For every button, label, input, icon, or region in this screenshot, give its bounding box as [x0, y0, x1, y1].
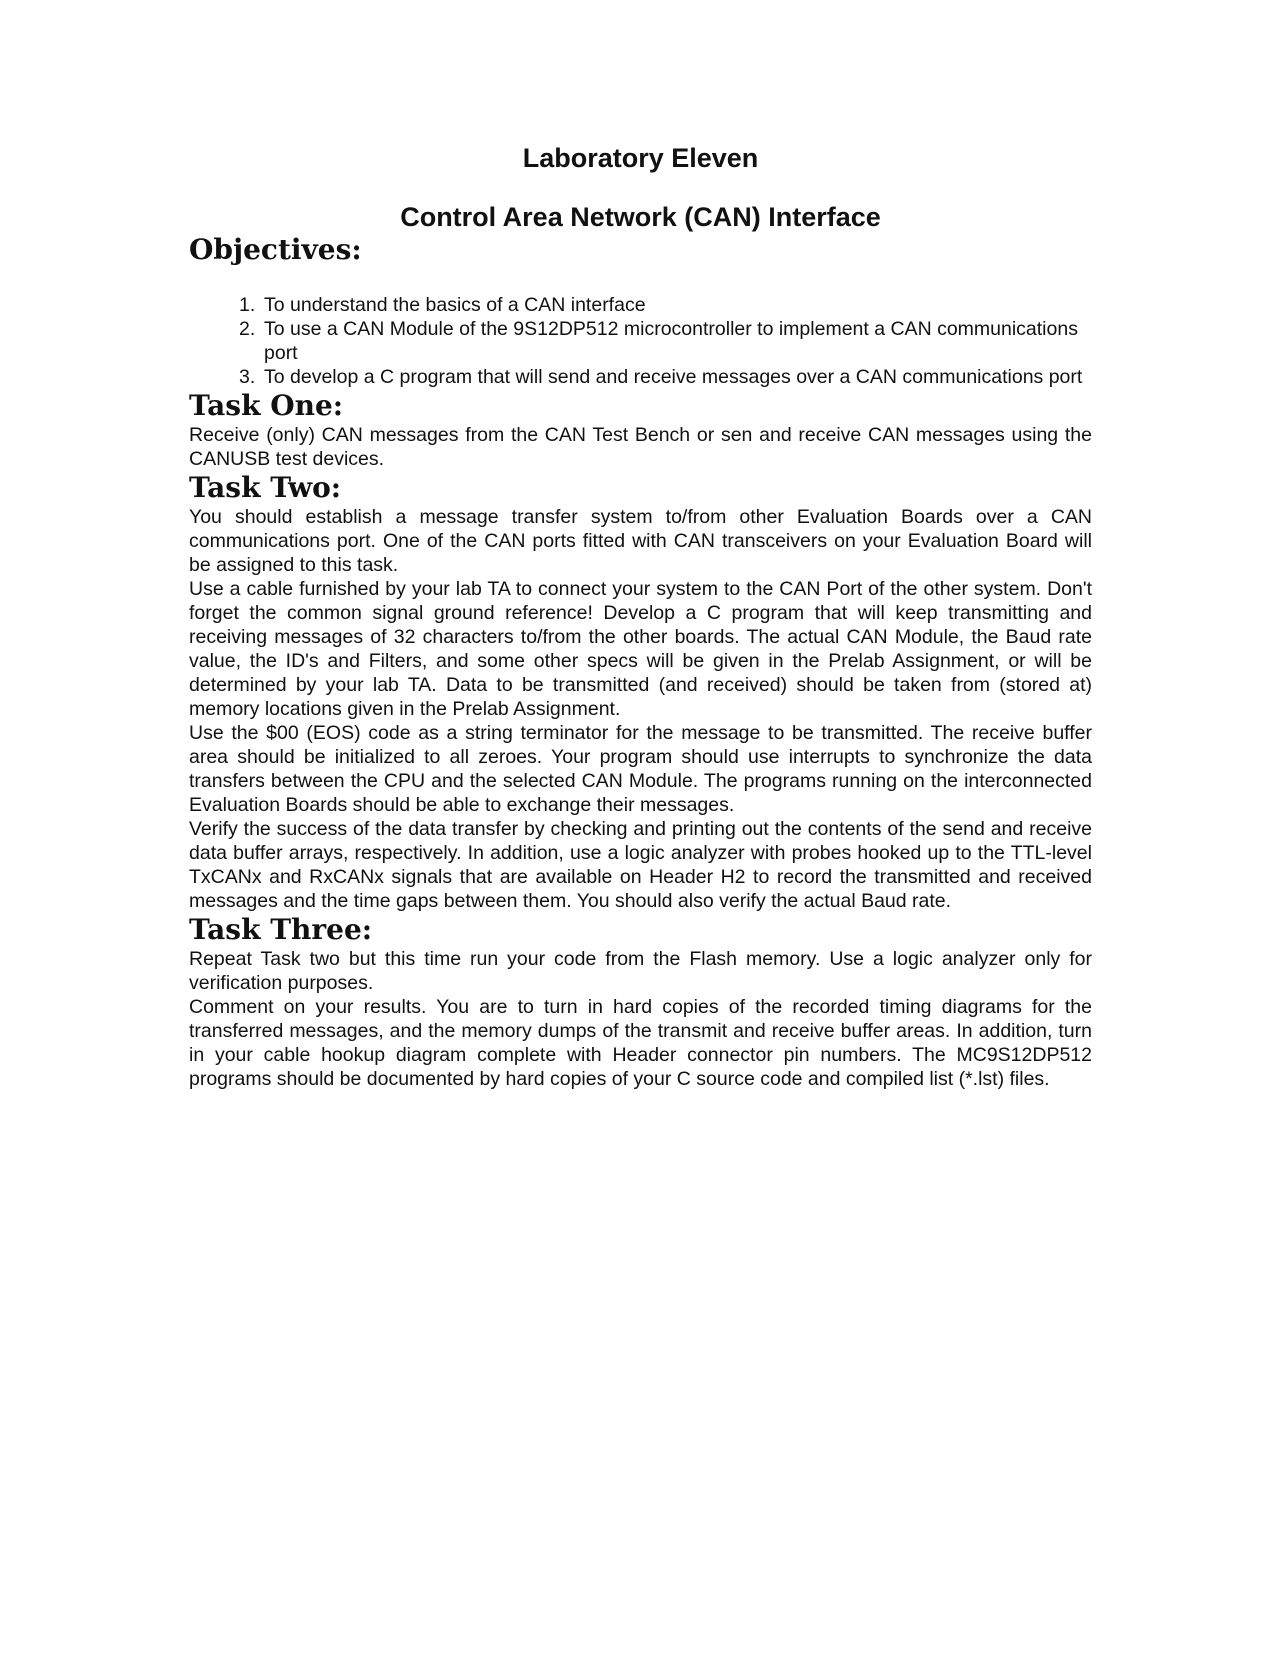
task-one-paragraph: Receive (only) CAN messages from the CAN Test Bench or sen and receive CAN messages using the CANUSB test devices.	[189, 424, 1092, 470]
list-text: To develop a C program that will send and receive messages over a CAN communications port	[264, 366, 1083, 388]
list-item	[189, 293, 1092, 317]
task-three-paragraph: Comment on your results. You are to turn in hard copies of the recorded timing diagrams for the transferred messages, and the memory dumps of the transmit and receive buffer areas. In addition, turn in your cable hookup diagram complete with Header connector pin numbers. The MC9S12DP512 programs should be documented by hard copies of your C source code and compiled list (*.lst) files.	[189, 996, 1092, 1090]
list-text: To use a CAN Module of the 9S12DP512 microcontroller to implement a CAN communications port	[264, 318, 1078, 364]
list-number: 2.	[239, 318, 256, 340]
objectives-heading: Objectives:	[189, 233, 362, 266]
task-three-paragraph: Repeat Task two but this time run your code from the Flash memory. Use a logic analyzer only for verification purposes.	[189, 948, 1092, 994]
document-page	[189, 142, 1092, 1091]
task-one-heading: Task One:	[189, 389, 344, 422]
task-three-heading: Task Three:	[189, 913, 373, 946]
list-number: 3.	[239, 366, 256, 388]
list-number: 1.	[239, 294, 256, 316]
task-two-paragraph: Verify the success of the data transfer by checking and printing out the contents of the send and receive data buffer arrays, respectively. In addition, use a logic analyzer with probes hooked up to the TTL-level TxCANx and RxCANx signals that are available on Header H2 to record the transmitted and received messages and the time gaps between them. You should also verify the actual Baud rate.	[189, 818, 1092, 912]
task-two-heading: Task Two:	[189, 471, 342, 504]
list-text: To understand the basics of a CAN interface	[264, 294, 646, 316]
list-item	[189, 365, 1092, 389]
task-two-paragraph: Use the $00 (EOS) code as a string terminator for the message to be transmitted. The receive buffer area should be initialized to all zeroes. Your program should use interrupts to synchronize the data transfers between the CPU and the selected CAN Module. The programs running on the interconnected Evaluation Boards should be able to exchange their messages.	[189, 722, 1092, 816]
objectives-list	[189, 293, 1092, 389]
document-title: Laboratory Eleven	[522, 143, 759, 173]
task-two-paragraph: You should establish a message transfer system to/from other Evaluation Boards over a CAN communications port. One of the CAN ports fitted with CAN transceivers on your Evaluation Board will be assigned to this task.	[189, 506, 1092, 576]
list-item	[189, 317, 1092, 365]
task-two-paragraph: Use a cable furnished by your lab TA to connect your system to the CAN Port of the other system. Don't forget the common signal ground reference! Develop a C program that will keep transmitting and receiving messages of 32 characters to/from the other boards. The actual CAN Module, the Baud rate value, the ID's and Filters, and some other specs will be given in the Prelab Assignment, or will be determined by your lab TA. Data to be transmitted (and received) should be taken from (stored at) memory locations given in the Prelab Assignment.	[189, 578, 1092, 720]
document-subtitle: Control Area Network (CAN) Interface	[400, 202, 881, 232]
